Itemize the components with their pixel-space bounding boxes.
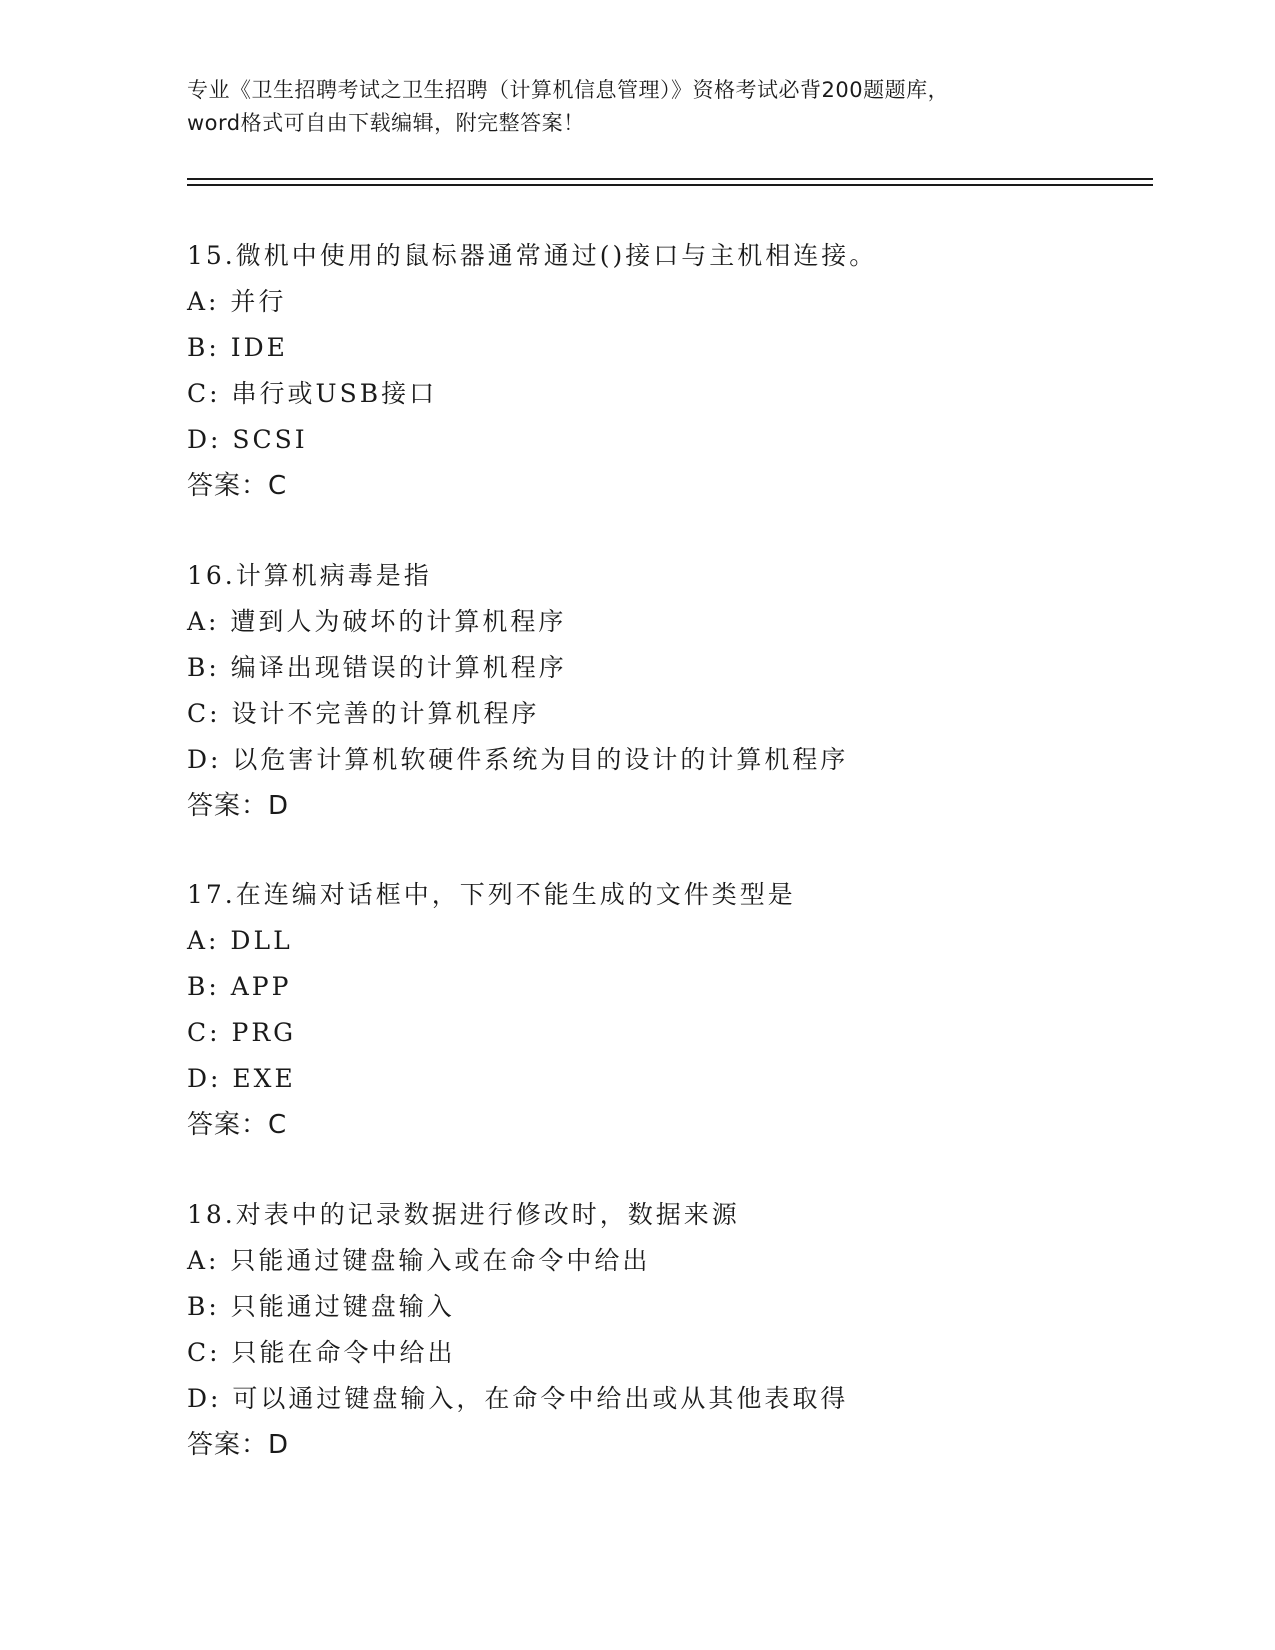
option-d: D: EXE bbox=[187, 1064, 296, 1093]
option-c: C: 只能在命令中给出 bbox=[187, 1338, 456, 1367]
header-divider-bottom bbox=[187, 184, 1153, 186]
header-line-2: word格式可自由下载编辑，附完整答案！ bbox=[187, 111, 585, 135]
answer: 答案：D bbox=[187, 1430, 290, 1460]
option-b: B: IDE bbox=[187, 333, 288, 362]
question-stem: 17.在连编对话框中，下列不能生成的文件类型是 bbox=[187, 880, 796, 909]
answer: 答案：C bbox=[187, 471, 288, 501]
question-18 bbox=[187, 1192, 1147, 1468]
answer: 答案：C bbox=[187, 1110, 288, 1140]
option-d: D: 可以通过键盘输入，在命令中给出或从其他表取得 bbox=[187, 1384, 849, 1413]
option-a: A: 并行 bbox=[187, 287, 287, 316]
option-c: C: 串行或USB接口 bbox=[187, 379, 438, 408]
question-15 bbox=[187, 233, 1147, 509]
option-b: B: APP bbox=[187, 972, 292, 1001]
question-stem: 15.微机中使用的鼠标器通常通过()接口与主机相连接。 bbox=[187, 241, 878, 270]
option-b: B: 只能通过键盘输入 bbox=[187, 1292, 455, 1321]
option-a: A: 只能通过键盘输入或在命令中给出 bbox=[187, 1246, 651, 1275]
question-stem: 16.计算机病毒是指 bbox=[187, 561, 432, 590]
question-16 bbox=[187, 553, 1147, 829]
option-d: D: 以危害计算机软硬件系统为目的设计的计算机程序 bbox=[187, 745, 849, 774]
option-a: A: 遭到人为破坏的计算机程序 bbox=[187, 607, 567, 636]
question-stem: 18.对表中的记录数据进行修改时，数据来源 bbox=[187, 1200, 740, 1229]
question-17 bbox=[187, 872, 1147, 1148]
option-a: A: DLL bbox=[187, 926, 293, 955]
header-divider-top bbox=[187, 178, 1153, 180]
option-c: C: PRG bbox=[187, 1018, 297, 1047]
document-header bbox=[187, 74, 1087, 140]
option-b: B: 编译出现错误的计算机程序 bbox=[187, 653, 567, 682]
answer: 答案：D bbox=[187, 791, 290, 821]
header-line-1: 专业《卫生招聘考试之卫生招聘（计算机信息管理）》资格考试必背200题题库， bbox=[187, 78, 950, 102]
option-c: C: 设计不完善的计算机程序 bbox=[187, 699, 540, 728]
option-d: D: SCSI bbox=[187, 425, 308, 454]
